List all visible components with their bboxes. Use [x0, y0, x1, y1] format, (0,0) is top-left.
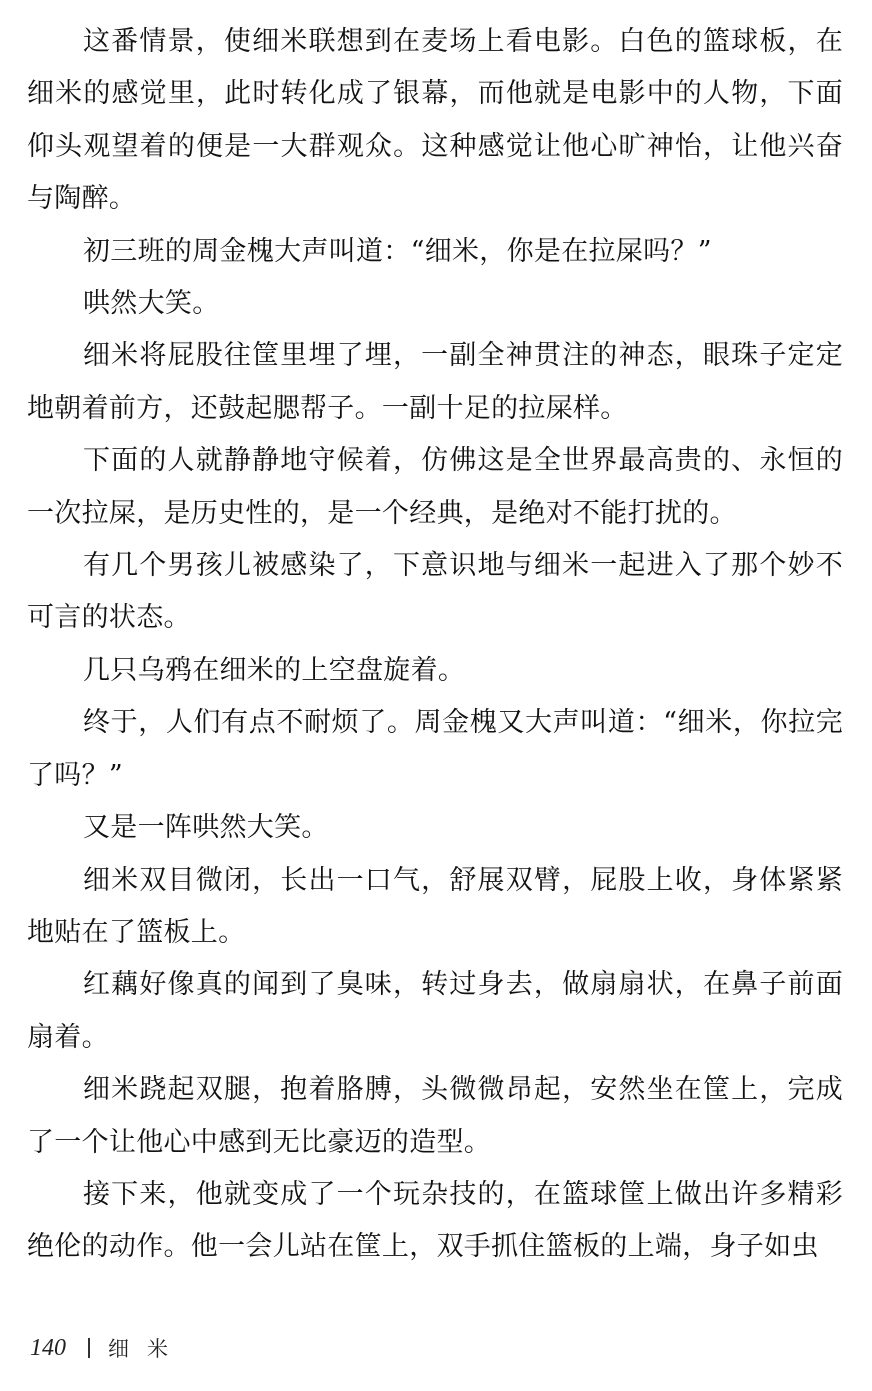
paragraph-8: 终于，人们有点不耐烦了。周金槐又大声叫道：“细米，你拉完了吗？” — [27, 707, 843, 791]
paragraph-4: 细米将屁股往筐里埋了埋，一副全神贯注的神态，眼珠子定定地朝着前方，还鼓起腮帮子。一副十足的拉屎样。 — [27, 340, 843, 424]
footer-divider — [88, 1338, 90, 1358]
paragraph-6: 有几个男孩儿被感染了，下意识地与细米一起进入了那个妙不可言的状态。 — [27, 550, 843, 634]
paragraph-7: 几只乌鸦在细米的上空盘旋着。 — [83, 654, 466, 686]
paragraph-11: 红藕好像真的闻到了臭味，转过身去，做扇扇状，在鼻子前面扇着。 — [27, 969, 843, 1053]
paragraph-9: 又是一阵哄然大笑。 — [83, 812, 329, 844]
paragraph-2: 初三班的周金槐大声叫道：“细米，你是在拉屎吗？” — [83, 235, 712, 267]
paragraph-10: 细米双目微闭，长出一口气，舒展双臂，屁股上收，身体紧紧地贴在了篮板上。 — [27, 864, 843, 948]
paragraph-13: 接下来，他就变成了一个玩杂技的，在篮球筐上做出许多精彩绝伦的动作。他一会儿站在筐上，双手抓住篮板的上端，身子如虫 — [27, 1178, 843, 1263]
paragraph-5: 下面的人就静静地守候着，仿佛这是全世界最高贵的、永恒的一次拉屎，是历史性的，是一个经典，是绝对不能打扰的。 — [27, 445, 843, 529]
paragraph-1: 这番情景，使细米联想到在麦场上看电影。白色的篮球板，在细米的感觉里，此时转化成了银幕，而他就是电影中的人物，下面仰头观望着的便是一大群观众。这种感觉让他心旷神怡，让他兴奋与陶醉。 — [27, 26, 843, 215]
paragraph-3: 哄然大笑。 — [83, 288, 220, 320]
page-footer — [30, 1330, 186, 1366]
running-title: 细米 — [108, 1337, 186, 1361]
body-text — [27, 16, 843, 1274]
paragraph-12: 细米跷起双腿，抱着胳膊，头微微昂起，安然坐在筐上，完成了一个让他心中感到无比豪迈的造型。 — [27, 1074, 843, 1158]
page-number: 140 — [30, 1334, 66, 1361]
